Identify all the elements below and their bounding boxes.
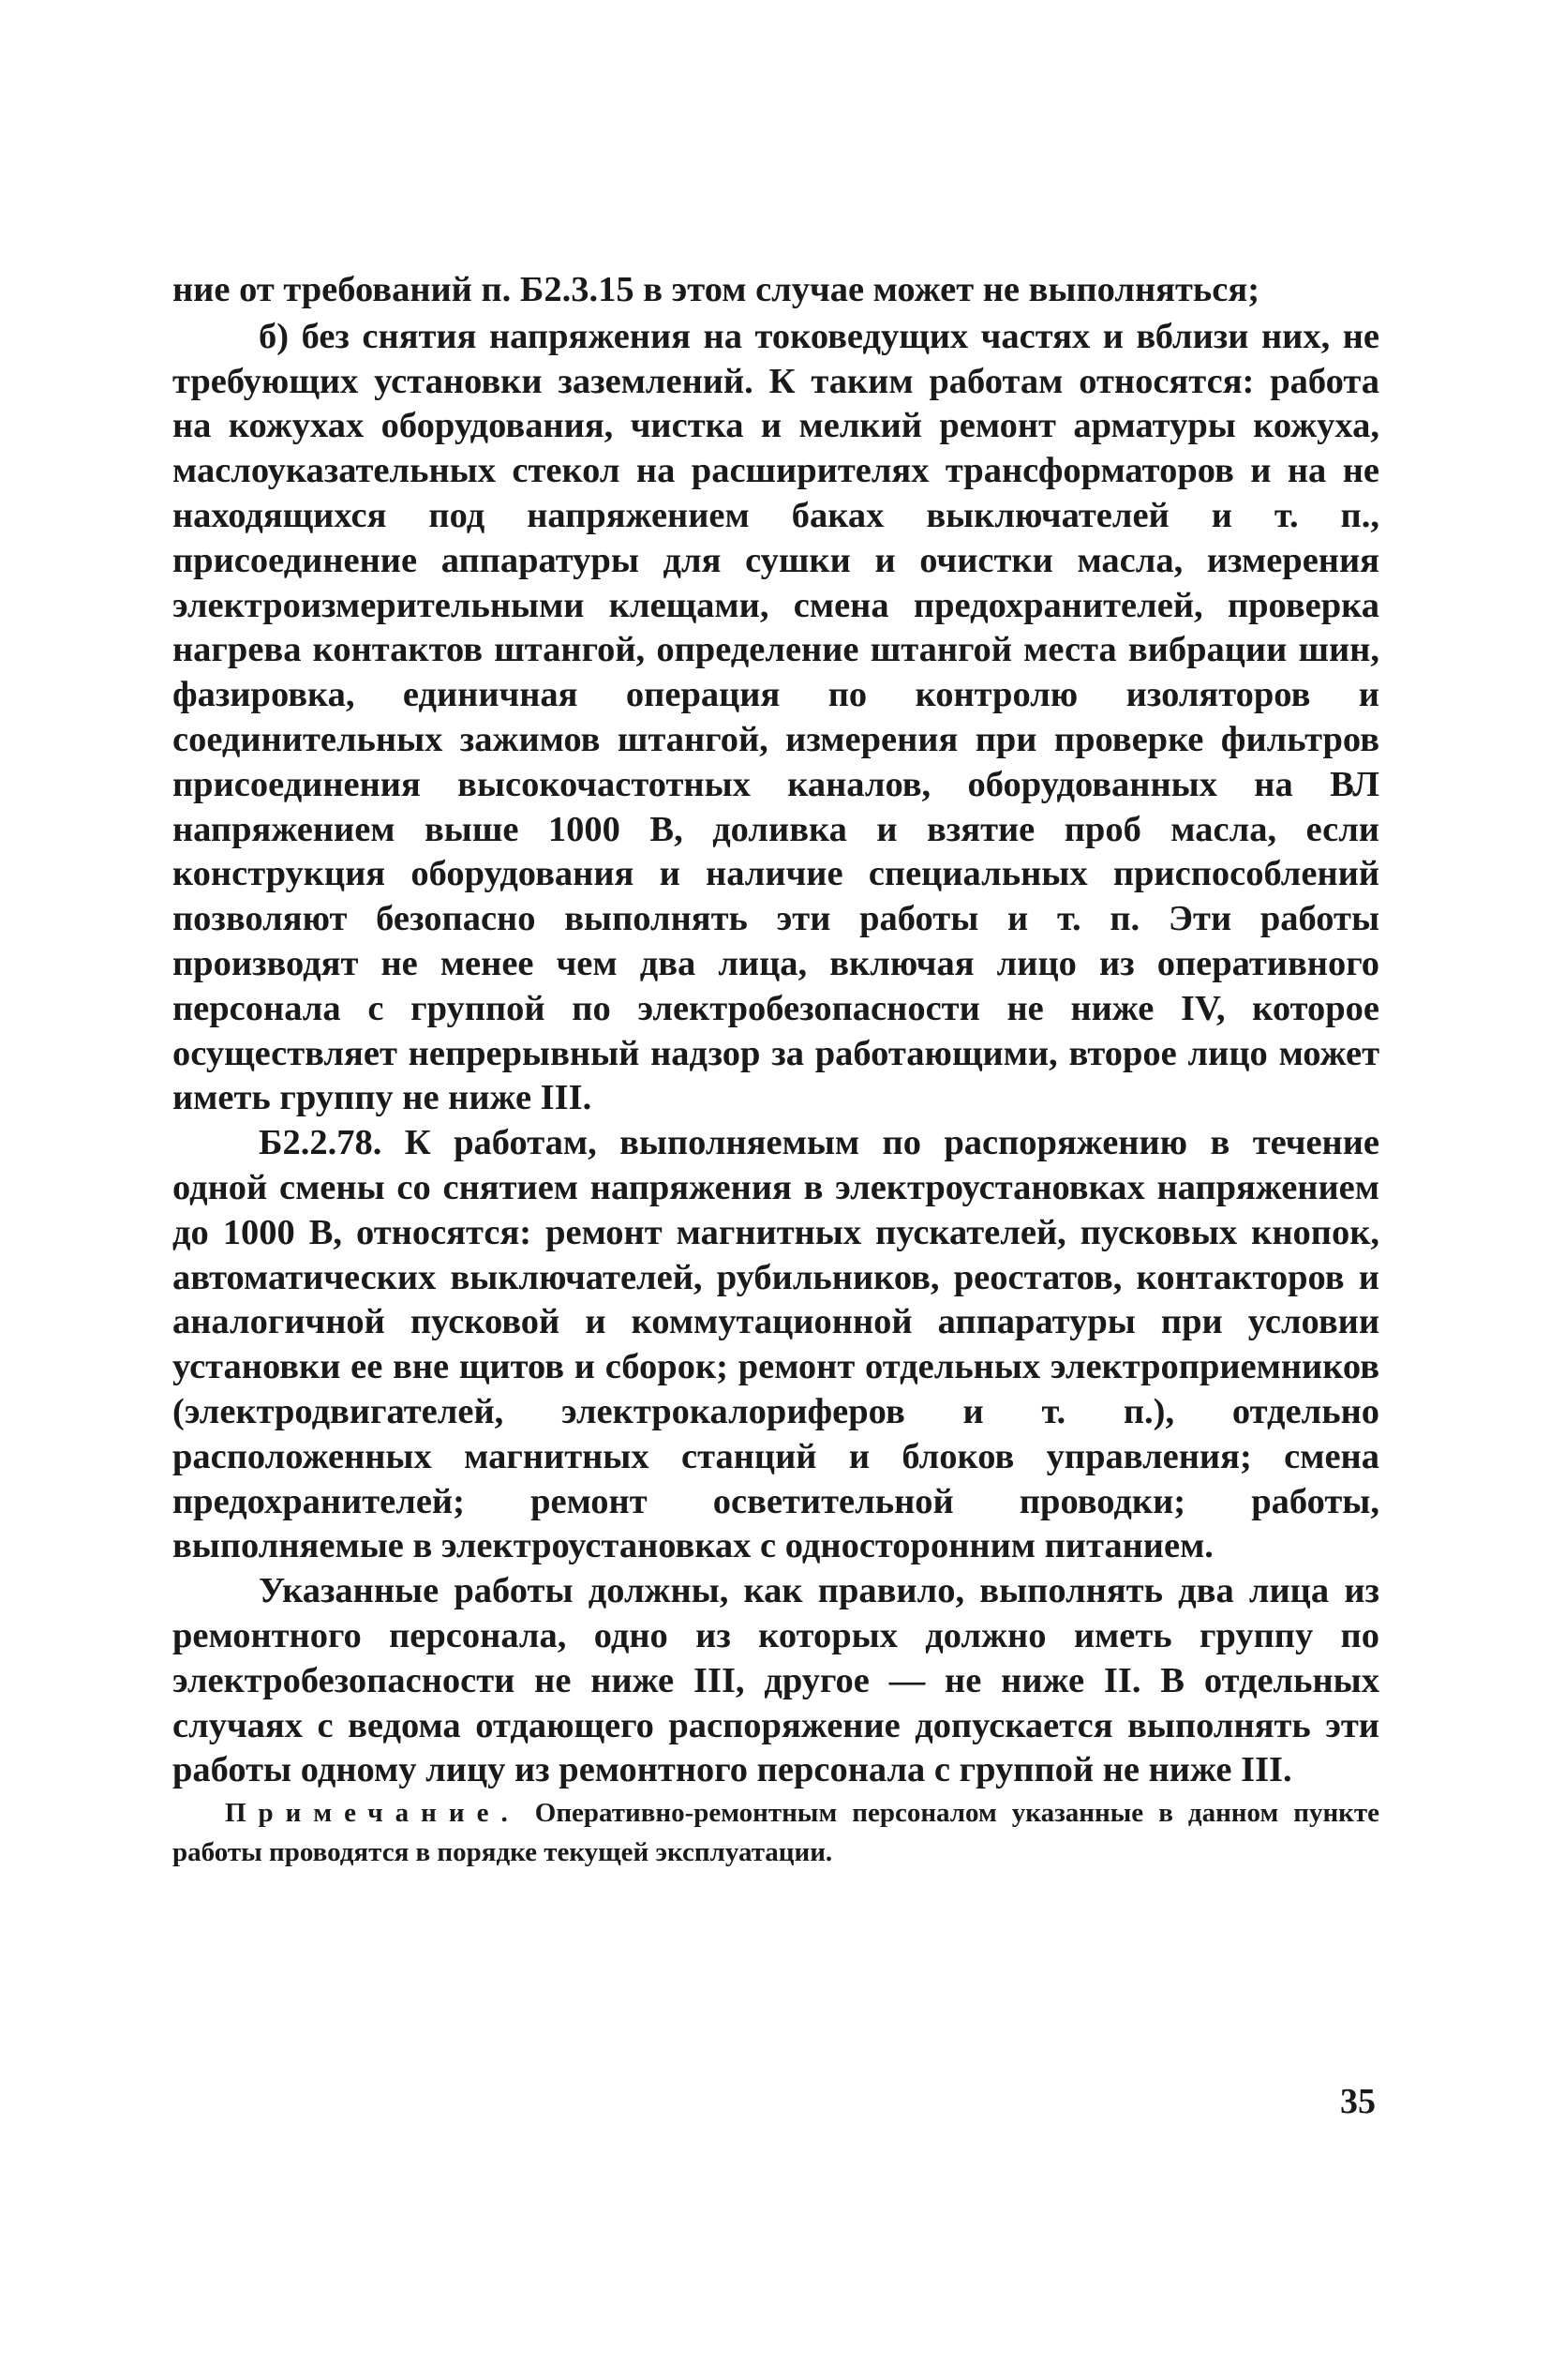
footnote-text: Оперативно-ремонтным персоналом указанные в данном пункте работы проводятся в порядке текущей эксплуатации. [172, 1798, 1380, 1868]
document-page [172, 268, 1379, 1872]
paragraph-performers: Указанные работы должны, как правило, выполнять два лица из ремонтного персонала, одно из которых должно иметь группу по электробезопасности не ниже III, другое — не ниже II. В отдельных случаях с ведома отдающего распоряжение допускается выполнять эти работы одному лицу из ремонтного персонала с группой не ниже III. [172, 1571, 1379, 1790]
page-number: 35 [1340, 2082, 1376, 2121]
paragraph-continuation: ние от требований п. Б2.3.15 в этом случае может не выполняться; [172, 270, 1260, 309]
footnote [172, 1793, 1379, 1872]
paragraph-b2-2-78: Б2.2.78. К работам, выполняемым по распоряжению в течение одной смены со снятием напряжения в электроустановках напряжением до 1000 В, относятся: ремонт магнитных пускателей, пусковых кнопок, автоматических выключателей, рубильников, реостатов, контакторов и аналогичной пусковой и коммутационной аппаратуры при условии установки ее вне щитов и сборок; ремонт отдельных электроприемников (электродвигателей, электрокалориферов и т. п.), отдельно расположенных магнитных станций и блоков управления; смена предохранителей; ремонт осветительной проводки; работы, выполняемые в электроустановках с односторонним питанием. [172, 1123, 1379, 1566]
paragraph-item-b: б) без снятия напряжения на токоведущих частях и вблизи них, не требующих установки заземлений. К таким работам относятся: работа на кожухах оборудования, чистка и мелкий ремонт арматуры кожуха, маслоуказательных стекол на расширителях трансформаторов и на не находящихся под напряжением баках выключателей и т. п., присоединение аппаратуры для сушки и очистки масла, измерения электроизмерительными клещами, смена предохранителей, проверка нагрева контактов штангой, определение штангой места вибрации шин, фазировка, единичная операция по контролю изоляторов и соединительных зажимов штангой, измерения при проверке фильтров присоединения высокочастотных каналов, оборудованных на ВЛ напряжением выше 1000 В, доливка и взятие проб масла, если конструкция оборудования и наличие специальных приспособлений позволяют безопасно выполнять эти работы и т. п. Эти работы производят не менее чем два лица, включая лицо из оперативного персонала с группой по электробезопасности не ниже IV, которое осуществляет непрерывный надзор за работающими, второе лицо может иметь группу не ниже III. [172, 316, 1379, 1118]
footnote-label: Примечание. [225, 1798, 520, 1829]
